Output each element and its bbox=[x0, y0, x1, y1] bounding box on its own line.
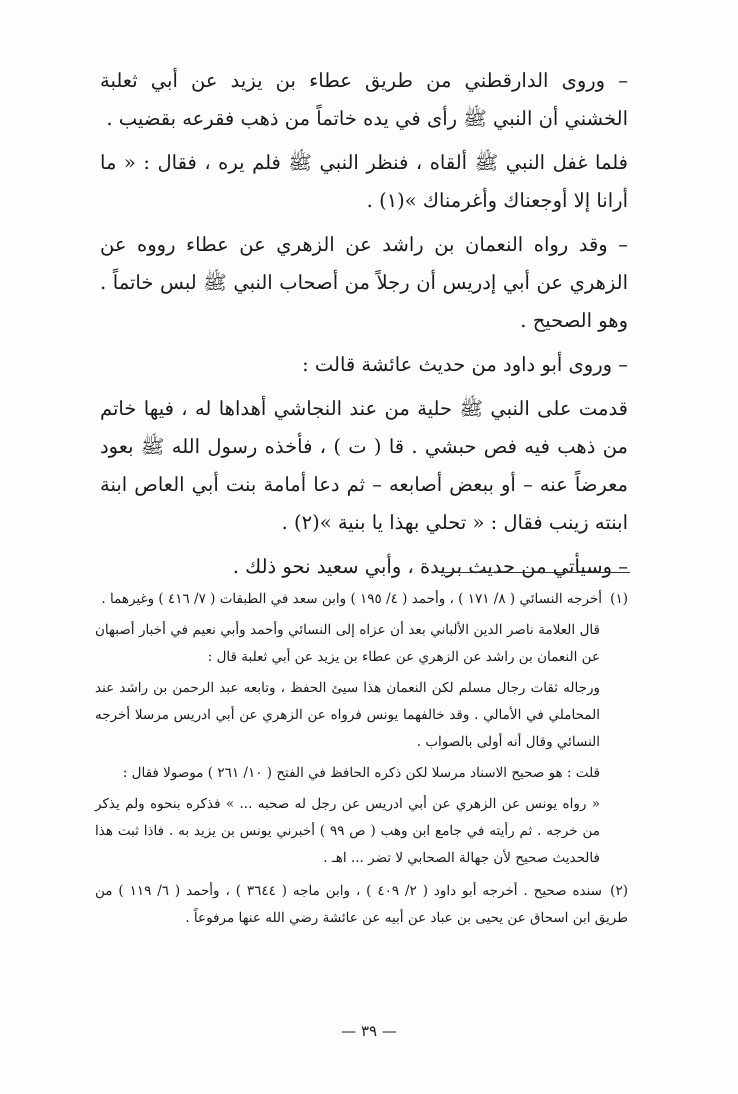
footnote-1-quote: « رواه يونس عن الزهري عن أبي ادريس عن رجل له صحبه ... » فذكره بنحوه ولم يذكر من خرجه . ثم رأيته في جامع ابن وهب ( ص ٩٩ ) أخبرني يونس بن يزيد به . فاذا ثبت هذا فالحديث صحيح لأن جهالة الصحابي لا تضر ... اهـ . bbox=[95, 796, 601, 866]
footnote-1-qultu: قلت : هو صحيح الاسناد مرسلا لكن ذكره الحافظ في الفتح ( ١٠/ ٢٦١ ) موصولا فقال : bbox=[122, 765, 600, 781]
page-number: — ٣٩ — bbox=[341, 1022, 397, 1040]
footnote-separator bbox=[440, 572, 630, 573]
footnote-number: (٢) bbox=[610, 883, 628, 899]
footnote-1 bbox=[95, 586, 628, 613]
paragraph-numan: – وقد رواه النعمان بن راشد عن الزهري عن عطاء رووه عن الزهري عن أبي إدريس أن رجلاً من أصحاب النبي ﷺ لبس خاتماً . وهو الصحيح . bbox=[100, 233, 628, 332]
footnote-1-albani: قال العلامة ناصر الدين الألباني بعد أن عزاه إلى النسائي وأحمد وأبي نعيم في أخبار أصبهان عن النعمان بن راشد عن الزهري عن عطاء بن يزيد عن أبي ثعلبة قال : bbox=[95, 622, 600, 665]
paragraph-ghafala: فلما غفل النبي ﷺ ألقاه ، فنظر النبي ﷺ فلم يره ، فقال : « ما أرانا إلا أوجعناك وأغرمناك »(١) . bbox=[100, 151, 628, 212]
footnote-2 bbox=[95, 878, 628, 932]
footnotes bbox=[95, 586, 628, 936]
footnote-text: سنده صحيح . أخرجه أبو داود ( ٢/ ٤٠٩ ) ، وابن ماجه ( ٣٦٤٤ ) ، وأحمد ( ٦/ ١١٩ ) من طريق ابن اسحاق عن يحيى بن عباد عن أبيه عن عائشة رضي الله عنها مرفوعاً . bbox=[95, 883, 628, 926]
footnote-text: أخرجه النسائي ( ٨/ ١٧١ ) ، وأحمد ( ٤/ ١٩٥ ) وابن سعد في الطبقات ( ٧/ ٤١٦ ) وغيرهما . bbox=[101, 591, 602, 607]
paragraph-daraqutni: – وروى الدارقطني من طريق عطاء بن يزيد عن أبي ثعلبة الخشني أن النبي ﷺ رأى في يده خاتماً من ذهب فقرعه بقضيب . bbox=[100, 69, 628, 130]
paragraph-abu-dawud: – وروى أبو داود من حديث عائشة قالت : bbox=[302, 353, 628, 376]
paragraph-buraydah: – وسيأتي من حديث بريدة ، وأبي سعيد نحو ذلك . bbox=[232, 555, 628, 578]
footnote-1-rijal: ورجاله ثقات رجال مسلم لكن النعمان هذا سيئ الحفظ ، وتابعه عبد الرحمن بن راشد عند المحاملي في الأمالي . وقد خالفهما يونس فرواه عن الزهري عن أبي ادريس مرسلا أخرجه النسائي وقال أنه أولى بالصواب . bbox=[95, 680, 600, 750]
main-text bbox=[100, 62, 628, 592]
footnote-number: (١) bbox=[610, 591, 628, 607]
paragraph-hadith-aisha: قدمت على النبي ﷺ حلية من عند النجاشي أهداها له ، فيها خاتم من ذهب فيه فص حبشي . قا ( ت ) ، فأخذه رسول الله ﷺ بعود معرضاً عنه – أو ببعض أصابعه – ثم دعا أمامة بنت أبي العاص ابنة ابنته زينب فقال : « تحلي بهذا يا بنية »(٢) . bbox=[100, 397, 628, 534]
